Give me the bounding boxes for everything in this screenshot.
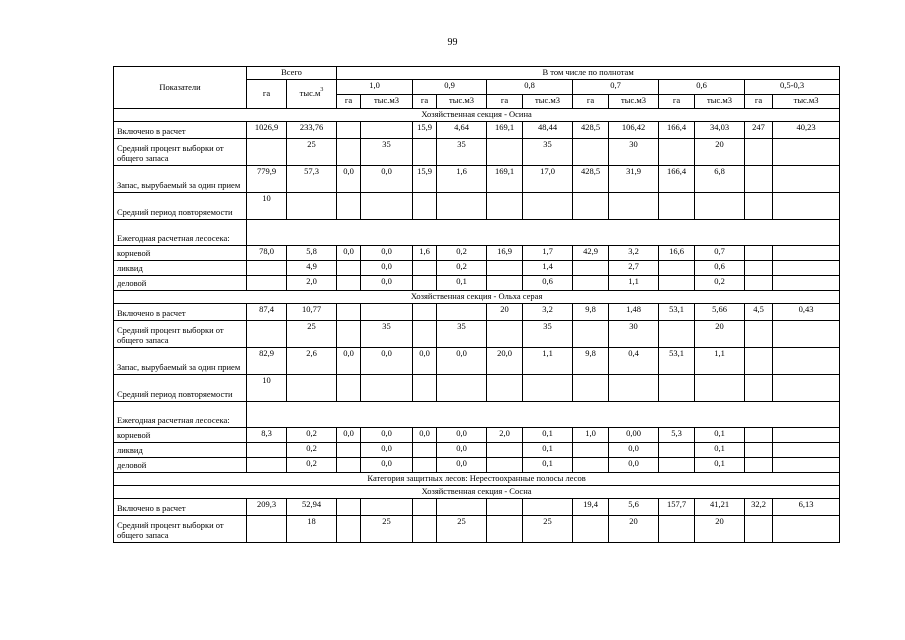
value-cell: 19,4 — [573, 499, 609, 516]
value-cell — [573, 276, 609, 291]
row-label: Средний период повторяемости — [114, 193, 247, 220]
value-cell: 25 — [287, 321, 337, 348]
value-cell — [247, 443, 287, 458]
value-cell — [247, 139, 287, 166]
category-title: Категория защитных лесов: Нерестоохранные полосы лесов — [114, 473, 840, 486]
value-cell: 0,1 — [437, 276, 487, 291]
table-row — [114, 122, 840, 139]
value-cell: 10 — [247, 375, 287, 402]
value-cell — [487, 261, 523, 276]
value-cell: 157,7 — [659, 499, 695, 516]
row-label: Ежегодная расчетная лесосека: — [114, 402, 247, 428]
value-cell — [437, 193, 487, 220]
value-cell — [745, 139, 773, 166]
value-cell — [487, 276, 523, 291]
value-cell: 10,77 — [287, 304, 337, 321]
value-cell — [659, 261, 695, 276]
value-cell: 20 — [609, 516, 659, 543]
value-cell: 17,0 — [523, 166, 573, 193]
value-cell: 1,6 — [437, 166, 487, 193]
value-cell: 31,9 — [609, 166, 659, 193]
table-row — [114, 321, 840, 348]
value-cell: 87,4 — [247, 304, 287, 321]
value-cell — [487, 193, 523, 220]
value-cell: 16,9 — [487, 246, 523, 261]
value-cell: 20 — [487, 304, 523, 321]
value-cell — [247, 261, 287, 276]
value-cell: 9,8 — [573, 304, 609, 321]
value-cell: 0,0 — [337, 348, 361, 375]
value-cell — [745, 276, 773, 291]
value-cell — [573, 139, 609, 166]
value-cell — [337, 139, 361, 166]
value-cell: 2,0 — [487, 428, 523, 443]
value-cell: 0,0 — [609, 443, 659, 458]
table-row — [114, 402, 840, 428]
value-cell — [609, 193, 659, 220]
value-cell: 1026,9 — [247, 122, 287, 139]
value-cell: 0,0 — [337, 166, 361, 193]
value-cell: 0,0 — [337, 246, 361, 261]
value-cell: 0,2 — [287, 443, 337, 458]
row-label: Средний процент выборки от общего запаса — [114, 139, 247, 166]
value-cell — [337, 516, 361, 543]
value-cell — [487, 458, 523, 473]
value-cell: 0,0 — [413, 348, 437, 375]
value-cell: 2,0 — [287, 276, 337, 291]
value-cell: 1,4 — [523, 261, 573, 276]
total-ha-header: га — [247, 80, 287, 109]
value-cell — [573, 375, 609, 402]
table-row — [114, 348, 840, 375]
value-cell — [659, 516, 695, 543]
value-cell: 1,1 — [609, 276, 659, 291]
value-cell: 6,13 — [773, 499, 840, 516]
value-cell: 35 — [437, 321, 487, 348]
value-cell: 40,23 — [773, 122, 840, 139]
value-cell — [413, 458, 437, 473]
value-cell — [745, 193, 773, 220]
value-cell — [487, 139, 523, 166]
value-cell: 428,5 — [573, 166, 609, 193]
value-cell: 35 — [437, 139, 487, 166]
value-cell — [413, 499, 437, 516]
value-cell: 42,9 — [573, 246, 609, 261]
table-row — [114, 516, 840, 543]
value-cell — [487, 321, 523, 348]
value-cell: 0,0 — [361, 246, 413, 261]
value-cell: 4,64 — [437, 122, 487, 139]
value-cell: 1,6 — [413, 246, 437, 261]
density-header: 0,6 — [659, 80, 745, 95]
value-cell — [745, 375, 773, 402]
value-cell — [573, 261, 609, 276]
value-cell — [523, 499, 573, 516]
area-unit-header: га — [337, 95, 361, 109]
value-cell: 0,0 — [437, 458, 487, 473]
value-cell — [745, 443, 773, 458]
density-header: 0,8 — [487, 80, 573, 95]
value-cell: 0,2 — [287, 428, 337, 443]
row-label: деловой — [114, 458, 247, 473]
value-cell — [695, 193, 745, 220]
density-header: 0,7 — [573, 80, 659, 95]
value-cell — [659, 321, 695, 348]
value-cell: 0,0 — [609, 458, 659, 473]
value-cell: 166,4 — [659, 166, 695, 193]
value-cell — [287, 193, 337, 220]
value-cell — [337, 304, 361, 321]
value-cell — [247, 276, 287, 291]
value-cell — [287, 375, 337, 402]
value-cell — [247, 321, 287, 348]
table-row — [114, 304, 840, 321]
row-label: Ежегодная расчетная лесосека: — [114, 220, 247, 246]
value-cell — [745, 321, 773, 348]
value-cell: 5,8 — [287, 246, 337, 261]
value-cell: 0,00 — [609, 428, 659, 443]
by-density-header: В том числе по полнотам — [337, 67, 840, 80]
value-cell — [337, 458, 361, 473]
value-cell — [413, 321, 437, 348]
value-cell: 0,2 — [437, 261, 487, 276]
value-cell — [773, 321, 840, 348]
value-cell — [361, 193, 413, 220]
value-cell: 41,21 — [695, 499, 745, 516]
value-cell: 209,3 — [247, 499, 287, 516]
value-cell: 15,9 — [413, 122, 437, 139]
value-cell — [413, 261, 437, 276]
value-cell — [745, 166, 773, 193]
row-label: ликвид — [114, 261, 247, 276]
value-cell — [413, 443, 437, 458]
value-cell: 1,7 — [523, 246, 573, 261]
value-cell: 35 — [361, 139, 413, 166]
value-cell: 0,0 — [361, 458, 413, 473]
page-number: 99 — [447, 37, 458, 48]
value-cell — [487, 516, 523, 543]
value-cell: 16,6 — [659, 246, 695, 261]
value-cell — [745, 246, 773, 261]
value-cell: 4,9 — [287, 261, 337, 276]
empty-cell — [247, 402, 840, 428]
density-header: 0,9 — [413, 80, 487, 95]
value-cell — [337, 122, 361, 139]
table-row — [114, 499, 840, 516]
value-cell — [337, 276, 361, 291]
volume-unit-header: тыс.м3 — [523, 95, 573, 109]
total-header: Всего — [247, 67, 337, 80]
value-cell: 25 — [287, 139, 337, 166]
value-cell: 169,1 — [487, 166, 523, 193]
value-cell: 82,9 — [247, 348, 287, 375]
value-cell: 1,0 — [573, 428, 609, 443]
value-cell: 25 — [523, 516, 573, 543]
value-cell: 25 — [437, 516, 487, 543]
value-cell: 30 — [609, 321, 659, 348]
value-cell — [337, 261, 361, 276]
value-cell — [337, 375, 361, 402]
value-cell: 53,1 — [659, 348, 695, 375]
value-cell: 0,1 — [523, 428, 573, 443]
table-row — [114, 193, 840, 220]
value-cell: 20,0 — [487, 348, 523, 375]
value-cell — [745, 261, 773, 276]
table-row — [114, 139, 840, 166]
value-cell — [773, 348, 840, 375]
value-cell — [361, 375, 413, 402]
value-cell: 0,6 — [523, 276, 573, 291]
value-cell — [773, 246, 840, 261]
value-cell — [573, 321, 609, 348]
value-cell — [337, 499, 361, 516]
value-cell — [247, 458, 287, 473]
value-cell: 779,9 — [247, 166, 287, 193]
value-cell: 1,48 — [609, 304, 659, 321]
value-cell — [659, 139, 695, 166]
value-cell: 166,4 — [659, 122, 695, 139]
value-cell — [609, 375, 659, 402]
value-cell: 0,2 — [287, 458, 337, 473]
value-cell: 247 — [745, 122, 773, 139]
value-cell: 0,1 — [523, 443, 573, 458]
value-cell: 53,1 — [659, 304, 695, 321]
area-unit-header: га — [659, 95, 695, 109]
value-cell — [745, 516, 773, 543]
value-cell: 35 — [361, 321, 413, 348]
value-cell: 0,1 — [695, 443, 745, 458]
value-cell — [573, 443, 609, 458]
area-unit-header: га — [487, 95, 523, 109]
value-cell: 0,0 — [337, 428, 361, 443]
density-header: 0,5-0,3 — [745, 80, 840, 95]
value-cell — [573, 516, 609, 543]
value-cell: 3,2 — [523, 304, 573, 321]
row-label: Запас, вырубаемый за один прием — [114, 166, 247, 193]
section-title: Хозяйственная секция - Осина — [114, 109, 840, 122]
volume-unit-header: тыс.м3 — [773, 95, 840, 109]
volume-unit-header: тыс.м3 — [437, 95, 487, 109]
value-cell: 18 — [287, 516, 337, 543]
value-cell — [413, 139, 437, 166]
value-cell: 0,0 — [361, 261, 413, 276]
value-cell: 0,6 — [695, 261, 745, 276]
row-label: Включено в расчет — [114, 499, 247, 516]
value-cell — [659, 443, 695, 458]
value-cell: 0,1 — [695, 428, 745, 443]
value-cell — [487, 499, 523, 516]
value-cell — [745, 458, 773, 473]
value-cell: 169,1 — [487, 122, 523, 139]
value-cell — [695, 375, 745, 402]
value-cell — [773, 261, 840, 276]
value-cell: 2,7 — [609, 261, 659, 276]
value-cell — [659, 458, 695, 473]
table-row — [114, 458, 840, 473]
value-cell — [337, 193, 361, 220]
value-cell — [413, 193, 437, 220]
table-row — [114, 375, 840, 402]
section-title: Хозяйственная секция - Ольха серая — [114, 291, 840, 304]
value-cell: 57,3 — [287, 166, 337, 193]
value-cell: 30 — [609, 139, 659, 166]
volume-unit-header: тыс.м3 — [609, 95, 659, 109]
value-cell: 78,0 — [247, 246, 287, 261]
value-cell — [413, 276, 437, 291]
empty-cell — [247, 220, 840, 246]
value-cell — [337, 321, 361, 348]
value-cell — [773, 139, 840, 166]
value-cell: 0,0 — [361, 428, 413, 443]
value-cell: 0,0 — [413, 428, 437, 443]
value-cell: 3,2 — [609, 246, 659, 261]
value-cell — [773, 166, 840, 193]
value-cell — [361, 122, 413, 139]
value-cell: 0,2 — [437, 246, 487, 261]
volume-unit-header: тыс.м3 — [695, 95, 745, 109]
value-cell — [487, 443, 523, 458]
value-cell — [361, 499, 413, 516]
value-cell: 5,6 — [609, 499, 659, 516]
indicators-header: Показатели — [114, 67, 247, 109]
value-cell — [437, 304, 487, 321]
value-cell — [523, 193, 573, 220]
value-cell — [659, 193, 695, 220]
value-cell — [773, 516, 840, 543]
row-label: Средний процент выборки от общего запаса — [114, 321, 247, 348]
value-cell — [659, 276, 695, 291]
value-cell: 0,0 — [437, 348, 487, 375]
total-volume-header: $тыс.м^3$ — [287, 80, 337, 109]
value-cell: 106,42 — [609, 122, 659, 139]
value-cell: 233,76 — [287, 122, 337, 139]
value-cell: 0,0 — [361, 443, 413, 458]
value-cell — [361, 304, 413, 321]
row-label: Включено в расчет — [114, 122, 247, 139]
value-cell: 0,0 — [361, 166, 413, 193]
value-cell: 32,2 — [745, 499, 773, 516]
value-cell: 35 — [523, 321, 573, 348]
value-cell: 52,94 — [287, 499, 337, 516]
value-cell — [773, 193, 840, 220]
row-label: ликвид — [114, 443, 247, 458]
table-row — [114, 443, 840, 458]
table-row — [114, 220, 840, 246]
value-cell — [773, 443, 840, 458]
value-cell: 2,6 — [287, 348, 337, 375]
value-cell: 5,3 — [659, 428, 695, 443]
value-cell — [437, 375, 487, 402]
value-cell: 0,1 — [695, 458, 745, 473]
value-cell — [773, 458, 840, 473]
value-cell — [745, 348, 773, 375]
value-cell: 0,0 — [437, 443, 487, 458]
table-row — [114, 261, 840, 276]
value-cell: 0,0 — [361, 348, 413, 375]
value-cell — [437, 499, 487, 516]
value-cell — [773, 375, 840, 402]
value-cell — [773, 428, 840, 443]
value-cell: 25 — [361, 516, 413, 543]
row-label: Средний процент выборки от общего запаса — [114, 516, 247, 543]
value-cell: 0,7 — [695, 246, 745, 261]
value-cell: 35 — [523, 139, 573, 166]
value-cell — [487, 375, 523, 402]
felling-table — [113, 66, 840, 543]
section-title: Хозяйственная секция - Сосна — [114, 486, 840, 499]
table-row — [114, 166, 840, 193]
value-cell: 0,0 — [437, 428, 487, 443]
value-cell: 0,43 — [773, 304, 840, 321]
value-cell: 5,66 — [695, 304, 745, 321]
table-row — [114, 428, 840, 443]
value-cell: 1,1 — [695, 348, 745, 375]
value-cell: 34,03 — [695, 122, 745, 139]
value-cell: 0,1 — [523, 458, 573, 473]
value-cell — [773, 276, 840, 291]
value-cell: 1,1 — [523, 348, 573, 375]
value-cell: 9,8 — [573, 348, 609, 375]
row-label: Запас, вырубаемый за один прием — [114, 348, 247, 375]
value-cell: 0,4 — [609, 348, 659, 375]
table-row — [114, 276, 840, 291]
area-unit-header: га — [573, 95, 609, 109]
row-label: корневой — [114, 428, 247, 443]
area-unit-header: га — [413, 95, 437, 109]
row-label: Средний период повторяемости — [114, 375, 247, 402]
value-cell: 0,0 — [361, 276, 413, 291]
table-row — [114, 246, 840, 261]
value-cell — [337, 443, 361, 458]
value-cell: 15,9 — [413, 166, 437, 193]
area-unit-header: га — [745, 95, 773, 109]
value-cell: 0,2 — [695, 276, 745, 291]
value-cell: 20 — [695, 516, 745, 543]
density-header: 1,0 — [337, 80, 413, 95]
row-label: корневой — [114, 246, 247, 261]
value-cell: 428,5 — [573, 122, 609, 139]
row-label: Включено в расчет — [114, 304, 247, 321]
value-cell: 20 — [695, 139, 745, 166]
volume-unit-header: тыс.м3 — [361, 95, 413, 109]
value-cell — [573, 458, 609, 473]
value-cell: 48,44 — [523, 122, 573, 139]
value-cell — [413, 304, 437, 321]
value-cell — [659, 375, 695, 402]
value-cell: 8,3 — [247, 428, 287, 443]
value-cell — [247, 516, 287, 543]
value-cell — [413, 516, 437, 543]
value-cell: 10 — [247, 193, 287, 220]
value-cell: 6,8 — [695, 166, 745, 193]
value-cell: 20 — [695, 321, 745, 348]
value-cell: 4,5 — [745, 304, 773, 321]
value-cell — [523, 375, 573, 402]
value-cell — [573, 193, 609, 220]
row-label: деловой — [114, 276, 247, 291]
value-cell — [413, 375, 437, 402]
value-cell — [745, 428, 773, 443]
